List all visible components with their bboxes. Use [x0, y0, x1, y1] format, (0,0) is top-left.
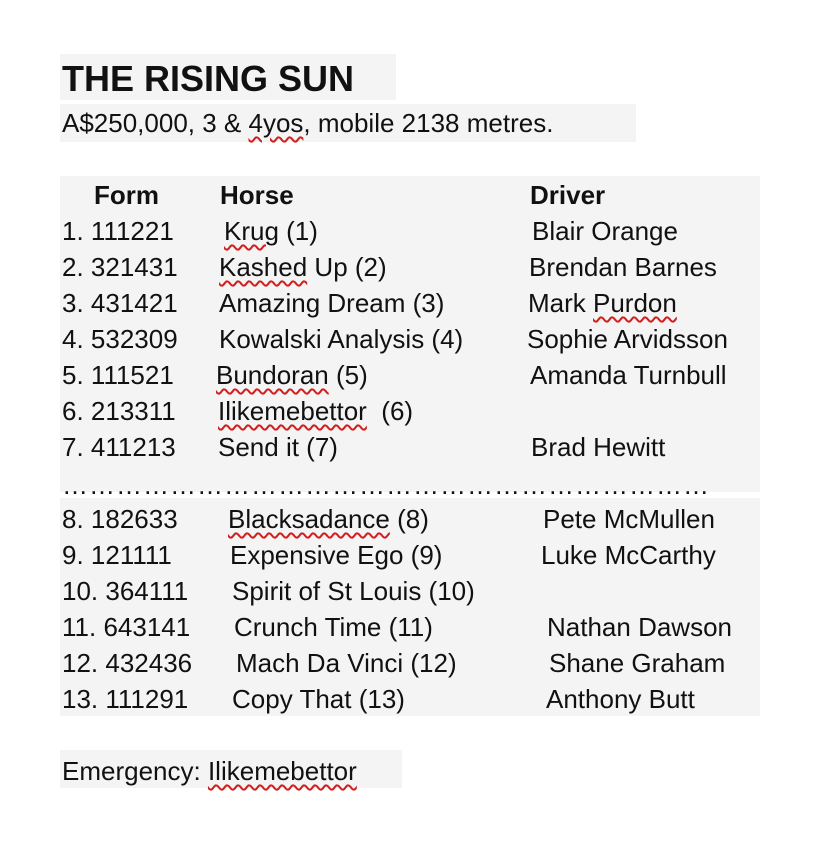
runner-8-horse: [228, 504, 429, 534]
horse-barrier: (1): [278, 216, 318, 246]
emergency-line: [62, 756, 357, 786]
horse-name: Spirit of St Louis: [232, 576, 422, 606]
horse-name: Kashed: [219, 252, 308, 282]
runner-1-form: 1. 111221: [62, 216, 174, 246]
horse-barrier: (5): [328, 360, 368, 390]
runner-5-driver: Amanda Turnbull: [530, 360, 727, 390]
horse-name: Blacksadance: [228, 504, 390, 534]
runner-6-form: 6. 213311: [62, 396, 176, 426]
horse-name: Krug: [224, 216, 279, 246]
runner-5-form: 5. 111521: [62, 360, 174, 390]
header-form: Form: [94, 180, 159, 210]
horse-barrier: (3): [405, 288, 445, 318]
runner-9-horse: [230, 540, 442, 570]
horse-barrier: (8): [389, 504, 429, 534]
runner-11-driver: Nathan Dawson: [547, 612, 732, 642]
runner-2-horse: [219, 252, 387, 282]
horse-name: Expensive Ego: [230, 540, 404, 570]
runner-9-form: 9. 121111: [62, 540, 172, 570]
runner-7-horse: [218, 432, 338, 462]
runner-3-horse: [219, 288, 444, 318]
runner-5-horse: [216, 360, 368, 390]
horse-barrier: (9): [403, 540, 443, 570]
header-driver: Driver: [530, 180, 606, 210]
horse-name: Bundoran: [216, 360, 329, 390]
runner-2-form: 2. 321431: [62, 252, 178, 282]
horse-barrier: (7): [298, 432, 338, 462]
horse-barrier: (6): [366, 396, 414, 426]
runner-1-driver: Blair Orange: [532, 216, 678, 246]
runner-7-driver: Brad Hewitt: [531, 432, 666, 462]
runner-13-form: 13. 111291: [62, 684, 189, 714]
runner-3-form: 3. 431421: [62, 288, 178, 318]
runner-4-horse: [219, 324, 463, 354]
horse-name: Kowalski Analysis: [219, 324, 425, 354]
race-subtitle: [62, 108, 553, 139]
horse-barrier: (12): [403, 648, 457, 678]
runner-8-form: 8. 182633: [62, 504, 178, 534]
header-horse: Horse: [220, 180, 294, 210]
runner-10-form: 10. 364111: [62, 576, 189, 606]
runner-1-horse: [224, 216, 318, 246]
driver-first: Mark: [528, 288, 593, 318]
runner-12-driver: Shane Graham: [549, 648, 726, 678]
emergency-label: Emergency:: [62, 756, 208, 786]
emergency-value: Ilikemebettor: [207, 756, 357, 786]
page-title: THE RISING SUN: [62, 58, 355, 99]
horse-barrier: (13): [351, 684, 405, 714]
horse-barrier: (11): [381, 612, 433, 642]
horse-barrier: Up (2): [307, 252, 387, 282]
horse-name: Ilikemebettor: [218, 396, 367, 426]
runner-9-driver: Luke McCarthy: [541, 540, 716, 570]
runner-4-driver: Sophie Arvidsson: [527, 324, 728, 354]
runner-6-horse: [218, 396, 413, 426]
subtitle-prefix: A$250,000, 3 &: [62, 108, 249, 138]
runner-2-driver: Brendan Barnes: [529, 252, 717, 282]
horse-barrier: (4): [424, 324, 464, 354]
runner-11-form: 11. 643141: [62, 612, 191, 642]
runner-8-driver: Pete McMullen: [543, 504, 715, 534]
horse-name: Send it: [218, 432, 299, 462]
runner-10-horse: [232, 576, 475, 606]
runner-13-driver: Anthony Butt: [546, 684, 695, 714]
horse-barrier: (10): [421, 576, 475, 606]
runner-3-driver: [528, 288, 677, 318]
runner-7-form: 7. 411213: [62, 432, 176, 462]
subtitle-squiggle: 4yos: [248, 108, 304, 138]
subtitle-suffix: , mobile 2138 metres.: [303, 108, 554, 138]
driver-last: Purdon: [593, 288, 677, 318]
runner-13-horse: [232, 684, 405, 714]
runner-12-form: 12. 432436: [62, 648, 193, 678]
horse-name: Amazing Dream: [219, 288, 406, 318]
runner-12-horse: [236, 648, 457, 678]
horse-name: Copy That: [232, 684, 352, 714]
divider-line: ………………………………………………………………: [62, 470, 710, 500]
horse-name: Crunch Time: [234, 612, 382, 642]
runner-4-form: 4. 532309: [62, 324, 178, 354]
horse-name: Mach Da Vinci: [236, 648, 404, 678]
runner-11-horse: [234, 612, 433, 642]
